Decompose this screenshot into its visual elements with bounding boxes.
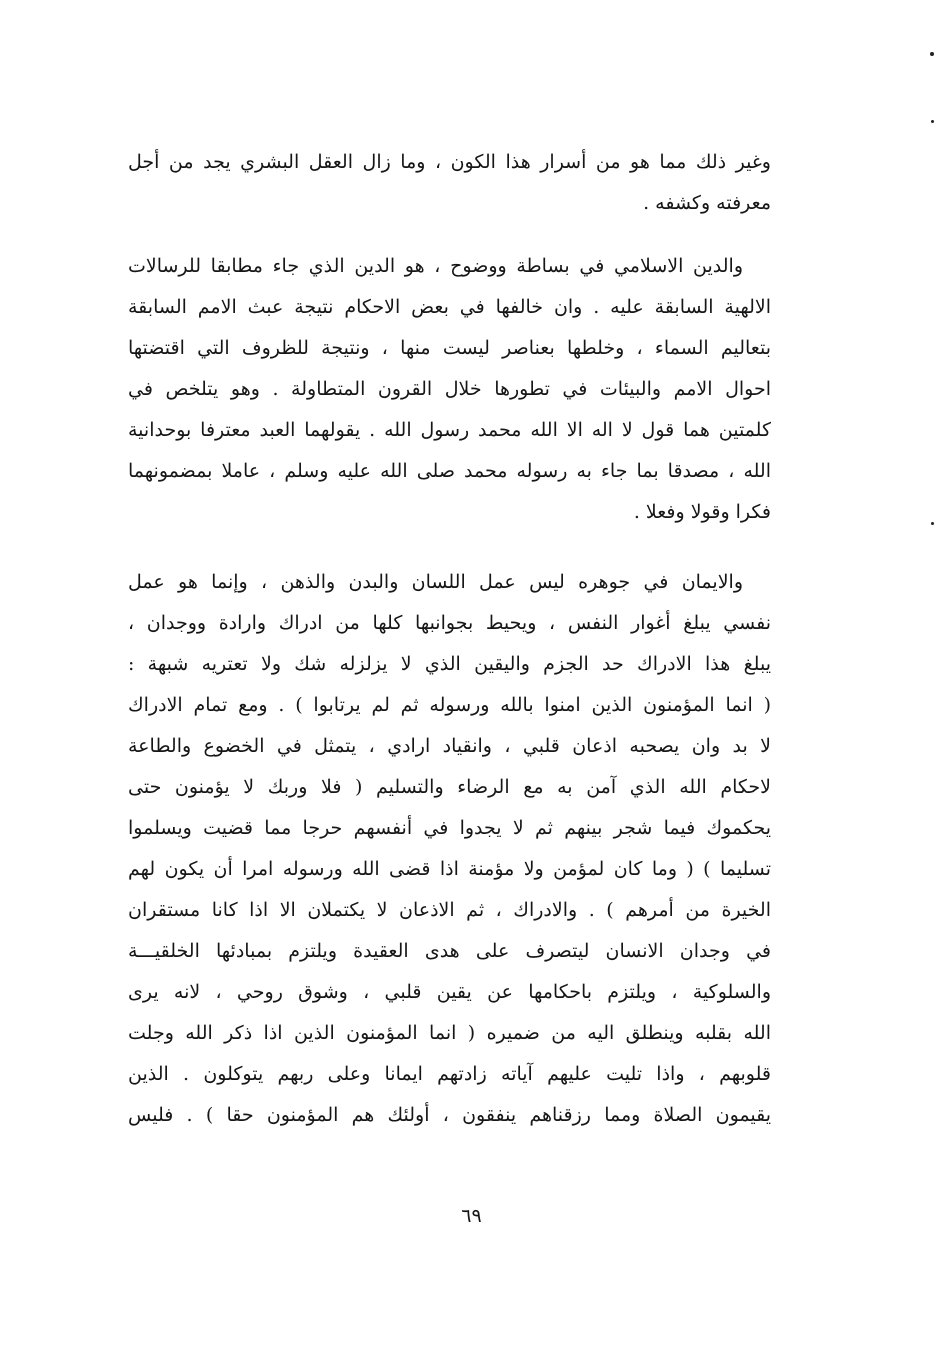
text-line: يبلغ هذا الادراك حد الجزم واليقين الذي لا يزلزله شك ولا تعتريه شبهة : [128, 653, 771, 675]
text-line: معرفته وكشفه . [643, 192, 771, 214]
text-line: لا بد وان يصحبه اذعان قلبي ، وانقياد ارادي ، يتمثل في الخضوع والطاعة [128, 735, 771, 757]
paragraph-2 [128, 246, 771, 533]
page-number: ٦٩ [461, 1205, 482, 1227]
text-line: بتعاليم السماء ، وخلطها بعناصر ليست منها ، ونتيجة للظروف التي اقتضتها [128, 337, 771, 359]
text-line: والايمان في جوهره ليس عمل اللسان والبدن والذهن ، وإنما هو عمل [128, 571, 743, 593]
text-line: والدين الاسلامي في بساطة ووضوح ، هو الدين الذي جاء مطابقا للرسالات [128, 255, 743, 277]
text-line: الخيرة من أمرهم ) . والادراك ، ثم الاذعان لا يكتملان الا اذا كانا مستقران [128, 899, 771, 921]
text-line: تسليما ) ( وما كان لمؤمن ولا مؤمنة اذا قضى الله ورسوله امرا أن يكون لهم [128, 858, 771, 880]
paragraph-1 [128, 142, 771, 224]
scan-speck [930, 52, 934, 56]
text-line: لاحكام الله الذي آمن به مع الرضاء والتسليم ( فلا وربك لا يؤمنون حتى [128, 776, 771, 798]
text-line: في وجدان الانسان ليتصرف على هدى العقيدة ويلتزم بمبادئها الخلقيـــة [128, 940, 771, 962]
text-line: وغير ذلك مما هو من أسرار هذا الكون ، وما زال العقل البشري يجد من أجل [128, 151, 771, 173]
text-line: الله بقلبه وينطلق اليه من ضميره ( انما المؤمنون الذين اذا ذكر الله وجلت [128, 1022, 771, 1044]
text-line: والسلوكية ، ويلتزم باحكامها عن يقين قلبي ، وشوق روحي ، لانه يرى [128, 981, 771, 1003]
text-line: الالهية السابقة عليه . وان خالفها في بعض الاحكام نتيجة عبث الامم السابقة [128, 296, 771, 318]
scan-speck [931, 522, 934, 525]
text-line: فكرا وقولا وفعلا . [633, 501, 771, 523]
text-line: ( انما المؤمنون الذين امنوا بالله ورسوله ثم لم يرتابوا ) . ومع تمام الادراك [128, 694, 771, 716]
text-line: احوال الامم والبيئات في تطورها خلال القرون المتطاولة . وهو يتلخص في [128, 378, 771, 400]
text-line: يقيمون الصلاة ومما رزقناهم ينفقون ، أولئك هم المؤمنون حقا ) . فليس [128, 1104, 771, 1126]
scan-speck [931, 120, 934, 123]
text-line: الله ، مصدقا بما جاء به رسوله محمد صلى الله عليه وسلم ، عاملا بمضمونهما [128, 460, 771, 482]
paragraph-3 [128, 562, 771, 1136]
text-line: قلوبهم ، واذا تليت عليهم آياته زادتهم ايمانا وعلى ربهم يتوكلون . الذين [128, 1063, 771, 1085]
text-line: كلمتين هما قول لا اله الا الله محمد رسول الله . يقولهما العبد معترفا بوحدانية [128, 419, 771, 441]
text-line: نفسي يبلغ أغوار النفس ، ويحيط بجوانبها كلها من ادراك وارادة ووجدان ، [128, 612, 771, 634]
text-line: يحكموك فيما شجر بينهم ثم لا يجدوا في أنفسهم حرجا مما قضيت ويسلموا [128, 817, 771, 839]
